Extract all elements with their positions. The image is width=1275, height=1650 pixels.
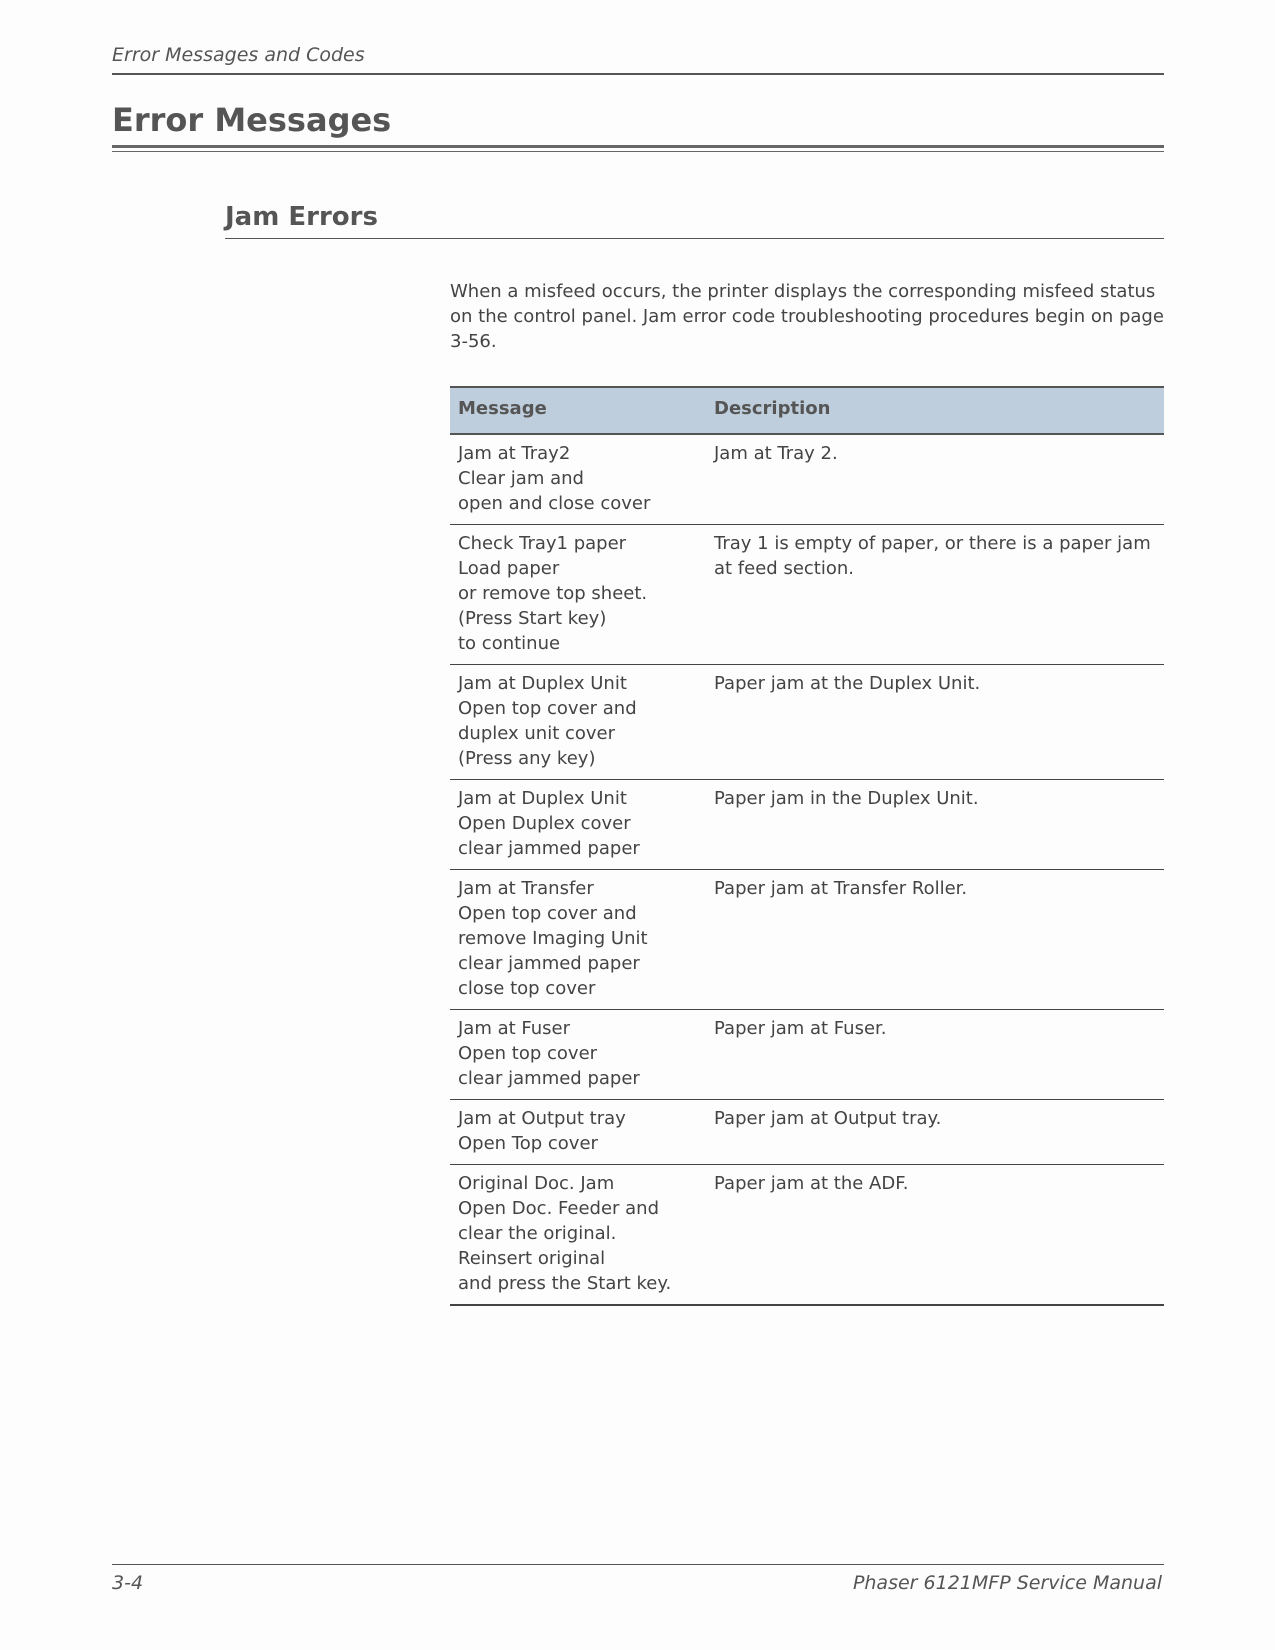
table-row [450, 1100, 1164, 1165]
description-cell: Paper jam at Fuser. [706, 1010, 1164, 1100]
description-cell: Paper jam at Output tray. [706, 1100, 1164, 1165]
column-header-description: Description [706, 387, 1164, 434]
table-row [450, 525, 1164, 665]
description-cell: Paper jam in the Duplex Unit. [706, 780, 1164, 870]
message-cell: Original Doc. Jam Open Doc. Feeder and clear the original. Reinsert original and press the Start key. [450, 1165, 706, 1306]
table-row [450, 780, 1164, 870]
table-row [450, 434, 1164, 525]
title-rule [112, 145, 1164, 148]
jam-errors-table [450, 386, 1164, 1306]
description-cell: Paper jam at the ADF. [706, 1165, 1164, 1306]
table-row [450, 870, 1164, 1010]
message-cell: Jam at Fuser Open top cover clear jammed paper [450, 1010, 706, 1100]
header-rule [112, 73, 1164, 75]
message-cell: Check Tray1 paper Load paper or remove top sheet. (Press Start key) to continue [450, 525, 706, 665]
description-cell: Paper jam at Transfer Roller. [706, 870, 1164, 1010]
table-row [450, 665, 1164, 780]
intro-paragraph: When a misfeed occurs, the printer displays the corresponding misfeed status on the control panel. Jam error code troubleshooting procedures begin on page 3-56. [450, 281, 1164, 352]
title-rule-secondary [112, 151, 1164, 152]
page-number: 3-4 [112, 1572, 144, 1594]
message-cell: Jam at Transfer Open top cover and remove Imaging Unit clear jammed paper close top cover [450, 870, 706, 1010]
table-row [450, 1165, 1164, 1306]
footer-rule [112, 1564, 1164, 1565]
section-heading: Jam Errors [225, 202, 378, 232]
message-cell: Jam at Duplex Unit Open top cover and duplex unit cover (Press any key) [450, 665, 706, 780]
table-header-row [450, 387, 1164, 434]
message-cell: Jam at Output tray Open Top cover [450, 1100, 706, 1165]
column-header-message: Message [450, 387, 706, 434]
description-cell: Paper jam at the Duplex Unit. [706, 665, 1164, 780]
message-cell: Jam at Duplex Unit Open Duplex cover clear jammed paper [450, 780, 706, 870]
page-title: Error Messages [112, 101, 392, 139]
description-cell: Jam at Tray 2. [706, 434, 1164, 525]
table-row [450, 1010, 1164, 1100]
section-rule [225, 238, 1164, 239]
running-header: Error Messages and Codes [112, 44, 365, 66]
message-cell: Jam at Tray2 Clear jam and open and close cover [450, 434, 706, 525]
description-cell: Tray 1 is empty of paper, or there is a paper jam at feed section. [706, 525, 1164, 665]
manual-title: Phaser 6121MFP Service Manual [852, 1572, 1162, 1594]
